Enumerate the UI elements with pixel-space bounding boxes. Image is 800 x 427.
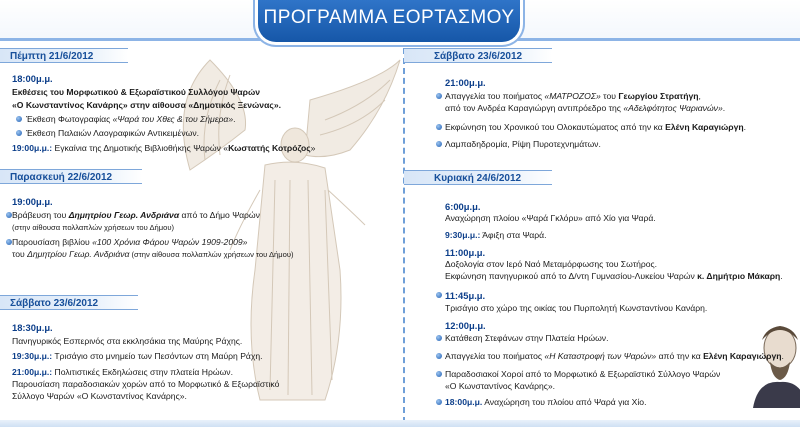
time-label: 19:00μ.μ.: [12, 196, 53, 207]
day-label: Κυριακή 24/6/2012: [434, 173, 522, 184]
event-text: 21:00μ.μ.: Πολιτιστικές Εκδηλώσεις στην πλατεία Ηρώων.: [12, 367, 233, 377]
event-text: Απαγγελία του ποιήματος «Η Καταστροφή των Ψαρών» από την κα Ελένη Καραγιώργη.: [445, 351, 784, 361]
event-text: Παρουσίαση παραδοσιακών χορών από το Μορφωτικό & Εξωραϊστικό: [12, 379, 280, 389]
event-text: 18:00μ.μ. Αναχώρηση του πλοίου από Ψαρά για Χίο.: [445, 397, 647, 407]
bullet-icon: [436, 371, 442, 377]
bullet-icon: [436, 353, 442, 359]
column-divider: [403, 48, 405, 423]
bullet-icon: [436, 93, 442, 99]
event-note: (στην αίθουσα πολλαπλών χρήσεων του Δήμου): [12, 223, 175, 232]
event-text: Πανηγυρικός Εσπερινός στα εκκλησάκια της Μαύρης Ράχης.: [12, 336, 243, 346]
event-text: 19:30μ.μ.: Τρισάγιο στο μνημείο των Πεσόντων στη Μαύρη Ράχη.: [12, 351, 263, 361]
bullet-icon: [436, 399, 442, 405]
portrait-image: [748, 318, 800, 408]
event-text: από τον Ανδρέα Καραγιώργη αντιπρόεδρο της «Αδελφότητος Ψαριανών».: [445, 103, 726, 113]
event-text: Βράβευση του Δημητρίου Γεωρ. Ανδριάνα από το Δήμο Ψαρών: [12, 210, 260, 220]
event-text: «Ο Κωνσταντίνος Κανάρης».: [445, 381, 556, 391]
event-text: Δοξολογία στον Ιερό Ναό Μεταμόρφωσης του Σωτήρος.: [445, 259, 658, 269]
bullet-icon: [436, 141, 442, 147]
event-text: Λαμπαδηδρομία, Ρίψη Πυροτεχνημάτων.: [445, 139, 601, 149]
event-text: Σύλλογο Ψαρών «Ο Κωνσταντίνος Κανάρης».: [12, 391, 187, 401]
day-header: [0, 48, 128, 63]
time-label: 11:00μ.μ.: [445, 247, 486, 258]
time-label: 12:00μ.μ.: [445, 320, 486, 331]
day-label: Σάββατο 23/6/2012: [434, 51, 523, 62]
day-header: [404, 48, 552, 63]
time-label: 11:45μ.μ.: [445, 290, 486, 301]
event-text: Παραδοσιακοί Χοροί από το Μορφωτικό & Εξωραϊστικό Σύλλογο Ψαρών: [445, 369, 721, 379]
day-label: Πέμπτη 21/6/2012: [10, 51, 94, 62]
bullet-icon: [436, 292, 442, 298]
event-text: Εκθέσεις του Μορφωτικού & Εξωραϊστικού Συλλόγου Ψαρών: [12, 87, 260, 97]
day-label: Σάββατο 23/6/2012: [10, 298, 99, 309]
time-label: 18:30μ.μ.: [12, 322, 53, 333]
event-text: Παρουσίαση βιβλίου «100 Χρόνια Φάρου Ψαρών 1909-2009»: [12, 237, 248, 247]
bullet-icon: [436, 124, 442, 130]
event-text: «Ο Κωνσταντίνος Κανάρης» στην αίθουσα «Δημοτικός Ξενώνας».: [12, 100, 282, 110]
day-header: [0, 169, 142, 184]
event-text: Έκθεση Φωτογραφίας «Ψαρά του Χθες & του Σήμερα».: [26, 114, 236, 124]
bullet-icon: [16, 116, 22, 122]
event-text: του Δημητρίου Γεωρ. Ανδριάνα (στην αίθουσα πολλαπλών χρήσεων του Δήμου): [12, 249, 294, 259]
event-text: 9:30μ.μ.: Άφιξη στα Ψαρά.: [445, 230, 547, 240]
footer-band: [0, 420, 800, 427]
event-text: Τρισάγιο στο χώρο της οικίας του Πυρπολητή Κωνσταντίνου Κανάρη.: [445, 303, 708, 313]
time-label: 18:00μ.μ.: [12, 73, 53, 84]
event-text: Απαγγελία του ποιήματος «ΜΑΤΡΟΖΟΣ» του Γεωργίου Στρατήγη,: [445, 91, 701, 101]
time-label: 21:00μ.μ.: [445, 77, 486, 88]
day-header: [404, 170, 552, 185]
bullet-icon: [16, 130, 22, 136]
event-text: Εκφώνηση του Χρονικού του Ολοκαυτώματος από την κα Ελένη Καραγιώργη.: [445, 122, 747, 132]
event-text: Εκφώνηση πανηγυρικού από το Δ/ντη Γυμνασίου-Λυκείου Ψαρών κ. Δημήτριο Μάκαρη.: [445, 271, 783, 281]
day-header: [0, 295, 138, 310]
time-label: 6:00μ.μ.: [445, 201, 481, 212]
event-text: 19:00μ.μ.: Εγκαίνια της Δημοτικής Βιβλιοθήκης Ψαρών «Κωστατής Κοτρόζος»: [12, 143, 316, 153]
page-title: ΠΡΟΓΡΑΜΜΑ ΕΟΡΤΑΣΜΟΥ: [258, 0, 520, 42]
bullet-icon: [436, 335, 442, 341]
event-text: Έκθεση Παλαιών Λαογραφικών Αντικειμένων.: [26, 128, 200, 138]
event-text: Αναχώρηση πλοίου «Ψαρά Γκλόρυ» από Χίο για Ψαρά.: [445, 213, 656, 223]
day-label: Παρασκευή 22/6/2012: [10, 172, 113, 183]
event-text: Κατάθεση Στεφάνων στην Πλατεία Ηρώων.: [445, 333, 609, 343]
